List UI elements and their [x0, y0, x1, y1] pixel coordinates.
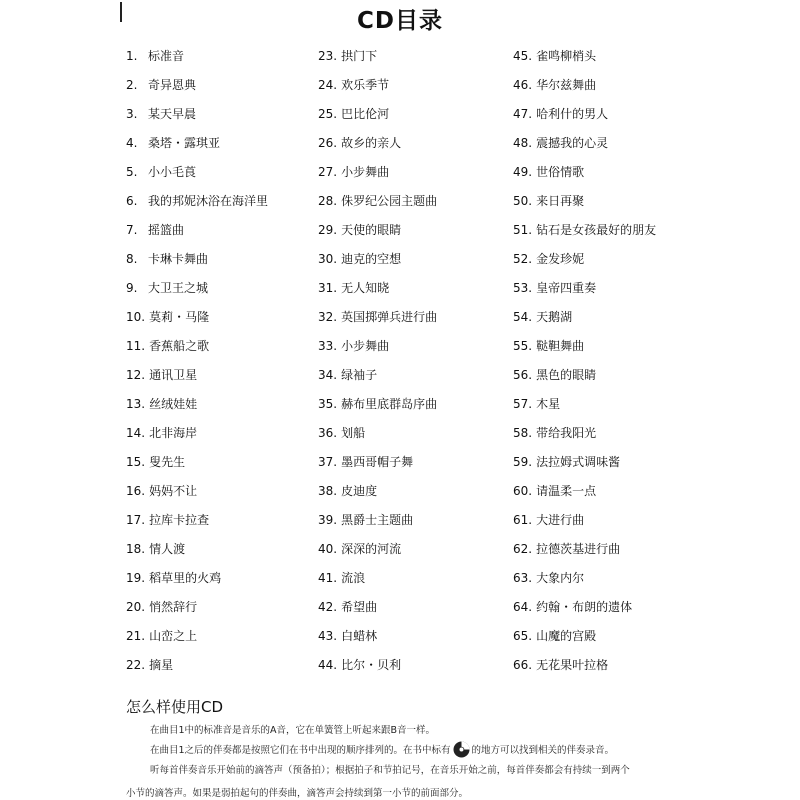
track-item [126, 622, 268, 651]
track-name: 拉德茨基进行曲 [536, 542, 621, 556]
track-number: 9. [126, 281, 138, 295]
track-name: 来日再聚 [536, 194, 585, 208]
track-number: 30. [318, 252, 338, 266]
track-item [513, 535, 656, 564]
track-item [126, 187, 268, 216]
track-name: 叟先生 [149, 455, 186, 469]
track-number: 60. [513, 484, 533, 498]
track-number: 14. [126, 426, 146, 440]
track-number: 62. [513, 542, 533, 556]
track-number: 48. [513, 136, 533, 150]
track-item [126, 100, 268, 129]
track-number: 53. [513, 281, 533, 295]
track-name: 震撼我的心灵 [536, 136, 609, 150]
track-name: 大进行曲 [536, 513, 585, 527]
page-title: CD目录 [357, 8, 443, 34]
track-number: 37. [318, 455, 338, 469]
track-number: 28. [318, 194, 338, 208]
track-name: 赫布里底群岛序曲 [341, 397, 438, 411]
track-item [126, 535, 268, 564]
track-number: 42. [318, 600, 338, 614]
track-number: 29. [318, 223, 338, 237]
cd-disc-icon [453, 741, 470, 758]
track-item [513, 622, 656, 651]
track-item [318, 564, 437, 593]
howto-paragraph-3: 听每首伴奏音乐开始前的滴答声（预备拍）；根据拍子和节拍记号，在音乐开始之前，每首伴奏都会有持续一到两个 [150, 765, 630, 776]
track-item [126, 564, 268, 593]
track-name: 皮迪度 [341, 484, 378, 498]
track-name: 世俗情歌 [536, 165, 585, 179]
track-item [318, 506, 437, 535]
howto-heading: 怎么样使用CD [126, 698, 224, 716]
track-item [318, 187, 437, 216]
track-item [126, 303, 268, 332]
track-item [318, 390, 437, 419]
track-name: 侏罗纪公园主题曲 [341, 194, 438, 208]
track-number: 61. [513, 513, 533, 527]
track-name: 拉库卡拉查 [149, 513, 210, 527]
track-item [513, 129, 656, 158]
track-number: 8. [126, 252, 138, 266]
track-name: 哈利什的男人 [536, 107, 609, 121]
track-item [513, 71, 656, 100]
track-name: 奇异恩典 [148, 78, 197, 92]
track-item [126, 42, 268, 71]
track-name: 稻草里的火鸡 [149, 571, 222, 585]
track-item [318, 651, 437, 680]
track-name: 悄然辞行 [149, 600, 198, 614]
howto-paragraph-4: 小节的滴答声。如果是弱拍起句的伴奏曲，滴答声会持续到第一小节的前面部分。 [126, 788, 469, 799]
track-item [513, 390, 656, 419]
track-name: 我的邦妮沐浴在海洋里 [148, 194, 269, 208]
track-number: 39. [318, 513, 338, 527]
track-item [126, 506, 268, 535]
track-name: 木星 [536, 397, 561, 411]
track-name: 鞑靼舞曲 [536, 339, 585, 353]
track-item [513, 100, 656, 129]
track-name: 巴比伦河 [341, 107, 390, 121]
track-name: 法拉姆式调味酱 [536, 455, 621, 469]
track-number: 17. [126, 513, 146, 527]
track-name: 桑塔・露琪亚 [148, 136, 221, 150]
track-item [513, 651, 656, 680]
track-item [126, 274, 268, 303]
track-name: 雀鸣柳梢头 [536, 49, 597, 63]
track-name: 约翰・布朗的遗体 [536, 600, 633, 614]
track-number: 23. [318, 49, 338, 63]
track-item [318, 129, 437, 158]
track-name: 流浪 [341, 571, 366, 585]
track-number: 59. [513, 455, 533, 469]
track-item [318, 42, 437, 71]
track-number: 27. [318, 165, 338, 179]
track-number: 11. [126, 339, 146, 353]
track-name: 山峦之上 [149, 629, 198, 643]
track-item [126, 129, 268, 158]
track-name: 无人知晓 [341, 281, 390, 295]
track-item [126, 477, 268, 506]
track-number: 49. [513, 165, 533, 179]
track-name: 迪克的空想 [341, 252, 402, 266]
track-number: 38. [318, 484, 338, 498]
track-number: 63. [513, 571, 533, 585]
track-name: 皇帝四重奏 [536, 281, 597, 295]
track-item [318, 100, 437, 129]
track-item [318, 303, 437, 332]
track-name: 标准音 [148, 49, 185, 63]
track-item [513, 477, 656, 506]
track-number: 21. [126, 629, 146, 643]
track-name: 天使的眼睛 [341, 223, 402, 237]
track-item [126, 361, 268, 390]
track-number: 19. [126, 571, 146, 585]
track-name: 大卫王之城 [148, 281, 209, 295]
howto-paragraph-2-after: 的地方可以找到相关的伴奏录音。 [471, 745, 615, 756]
track-item [513, 274, 656, 303]
track-number: 52. [513, 252, 533, 266]
track-item [513, 42, 656, 71]
track-number: 15. [126, 455, 146, 469]
track-number: 40. [318, 542, 338, 556]
track-name: 通讯卫星 [149, 368, 198, 382]
track-number: 46. [513, 78, 533, 92]
track-name: 天鹅湖 [536, 310, 573, 324]
track-name: 黑色的眼睛 [536, 368, 597, 382]
track-column-2 [318, 42, 437, 680]
track-item [513, 419, 656, 448]
track-name: 墨西哥帽子舞 [341, 455, 414, 469]
track-number: 13. [126, 397, 146, 411]
track-name: 小步舞曲 [341, 165, 390, 179]
track-item [513, 506, 656, 535]
track-name: 北非海岸 [149, 426, 198, 440]
track-item [513, 593, 656, 622]
track-number: 57. [513, 397, 533, 411]
track-name: 无花果叶拉格 [536, 658, 609, 672]
track-item [318, 535, 437, 564]
track-item [318, 419, 437, 448]
track-item [126, 71, 268, 100]
track-column-1 [126, 42, 268, 680]
track-number: 1. [126, 49, 138, 63]
track-name: 拱门下 [341, 49, 378, 63]
track-number: 65. [513, 629, 533, 643]
track-name: 划船 [341, 426, 366, 440]
track-number: 51. [513, 223, 533, 237]
track-name: 大象内尔 [536, 571, 585, 585]
track-name: 金发珍妮 [536, 252, 585, 266]
track-name: 小小毛莨 [148, 165, 197, 179]
track-number: 7. [126, 223, 138, 237]
track-name: 请温柔一点 [536, 484, 597, 498]
track-number: 6. [126, 194, 138, 208]
track-name: 丝绒娃娃 [149, 397, 198, 411]
track-number: 58. [513, 426, 533, 440]
track-name: 欢乐季节 [341, 78, 390, 92]
howto-paragraph-2-before: 在曲目1之后的伴奏都是按照它们在书中出现的顺序排列的。在书中标有 [150, 745, 451, 756]
track-item [126, 332, 268, 361]
track-number: 55. [513, 339, 533, 353]
track-item [513, 361, 656, 390]
track-item [318, 216, 437, 245]
track-number: 41. [318, 571, 338, 585]
track-name: 希望曲 [341, 600, 378, 614]
track-number: 54. [513, 310, 533, 324]
track-number: 24. [318, 78, 338, 92]
track-item [318, 158, 437, 187]
track-item [318, 593, 437, 622]
track-item [126, 419, 268, 448]
track-name: 钻石是女孩最好的朋友 [536, 223, 657, 237]
track-item [126, 651, 268, 680]
track-item [513, 564, 656, 593]
track-item [126, 390, 268, 419]
track-name: 小步舞曲 [341, 339, 390, 353]
track-number: 16. [126, 484, 146, 498]
track-item [126, 216, 268, 245]
track-name: 比尔・贝利 [341, 658, 402, 672]
track-item [513, 187, 656, 216]
track-name: 故乡的亲人 [341, 136, 402, 150]
track-item [318, 332, 437, 361]
track-name: 摇篮曲 [148, 223, 185, 237]
track-number: 66. [513, 658, 533, 672]
track-number: 2. [126, 78, 138, 92]
track-item [126, 158, 268, 187]
track-number: 34. [318, 368, 338, 382]
track-item [513, 158, 656, 187]
track-number: 47. [513, 107, 533, 121]
track-number: 56. [513, 368, 533, 382]
track-item [318, 448, 437, 477]
track-name: 华尔兹舞曲 [536, 78, 597, 92]
track-number: 20. [126, 600, 146, 614]
track-name: 莫莉・马隆 [149, 310, 210, 324]
track-item [513, 216, 656, 245]
track-name: 妈妈不让 [149, 484, 198, 498]
track-item [126, 593, 268, 622]
track-item [318, 477, 437, 506]
track-name: 山魔的宫殿 [536, 629, 597, 643]
track-number: 12. [126, 368, 146, 382]
track-name: 白蜡林 [341, 629, 378, 643]
track-number: 50. [513, 194, 533, 208]
track-number: 26. [318, 136, 338, 150]
track-number: 3. [126, 107, 138, 121]
track-item [513, 303, 656, 332]
track-number: 45. [513, 49, 533, 63]
howto-paragraph-1: 在曲目1中的标准音是音乐的A音，它在单簧管上听起来跟B音一样。 [150, 725, 436, 736]
track-number: 5. [126, 165, 138, 179]
track-item [318, 71, 437, 100]
track-item [513, 245, 656, 274]
track-number: 35. [318, 397, 338, 411]
track-name: 摘星 [149, 658, 174, 672]
track-number: 36. [318, 426, 338, 440]
track-name: 深深的河流 [341, 542, 402, 556]
track-number: 4. [126, 136, 138, 150]
track-column-3 [513, 42, 656, 680]
track-name: 黑爵士主题曲 [341, 513, 414, 527]
track-number: 32. [318, 310, 338, 324]
track-item [513, 448, 656, 477]
track-number: 25. [318, 107, 338, 121]
track-item [318, 622, 437, 651]
track-number: 44. [318, 658, 338, 672]
track-name: 带给我阳光 [536, 426, 597, 440]
track-name: 香蕉船之歌 [149, 339, 210, 353]
track-name: 情人渡 [149, 542, 186, 556]
track-item [513, 332, 656, 361]
track-item [126, 245, 268, 274]
track-number: 43. [318, 629, 338, 643]
track-number: 64. [513, 600, 533, 614]
track-number: 31. [318, 281, 338, 295]
track-name: 某天早晨 [148, 107, 197, 121]
track-number: 18. [126, 542, 146, 556]
track-name: 绿袖子 [341, 368, 378, 382]
track-item [126, 448, 268, 477]
track-item [318, 245, 437, 274]
track-item [318, 361, 437, 390]
track-item [318, 274, 437, 303]
howto-paragraph-2 [150, 741, 614, 758]
track-number: 22. [126, 658, 146, 672]
track-number: 10. [126, 310, 146, 324]
track-number: 33. [318, 339, 338, 353]
track-name: 卡琳卡舞曲 [148, 252, 209, 266]
track-name: 英国掷弹兵进行曲 [341, 310, 438, 324]
